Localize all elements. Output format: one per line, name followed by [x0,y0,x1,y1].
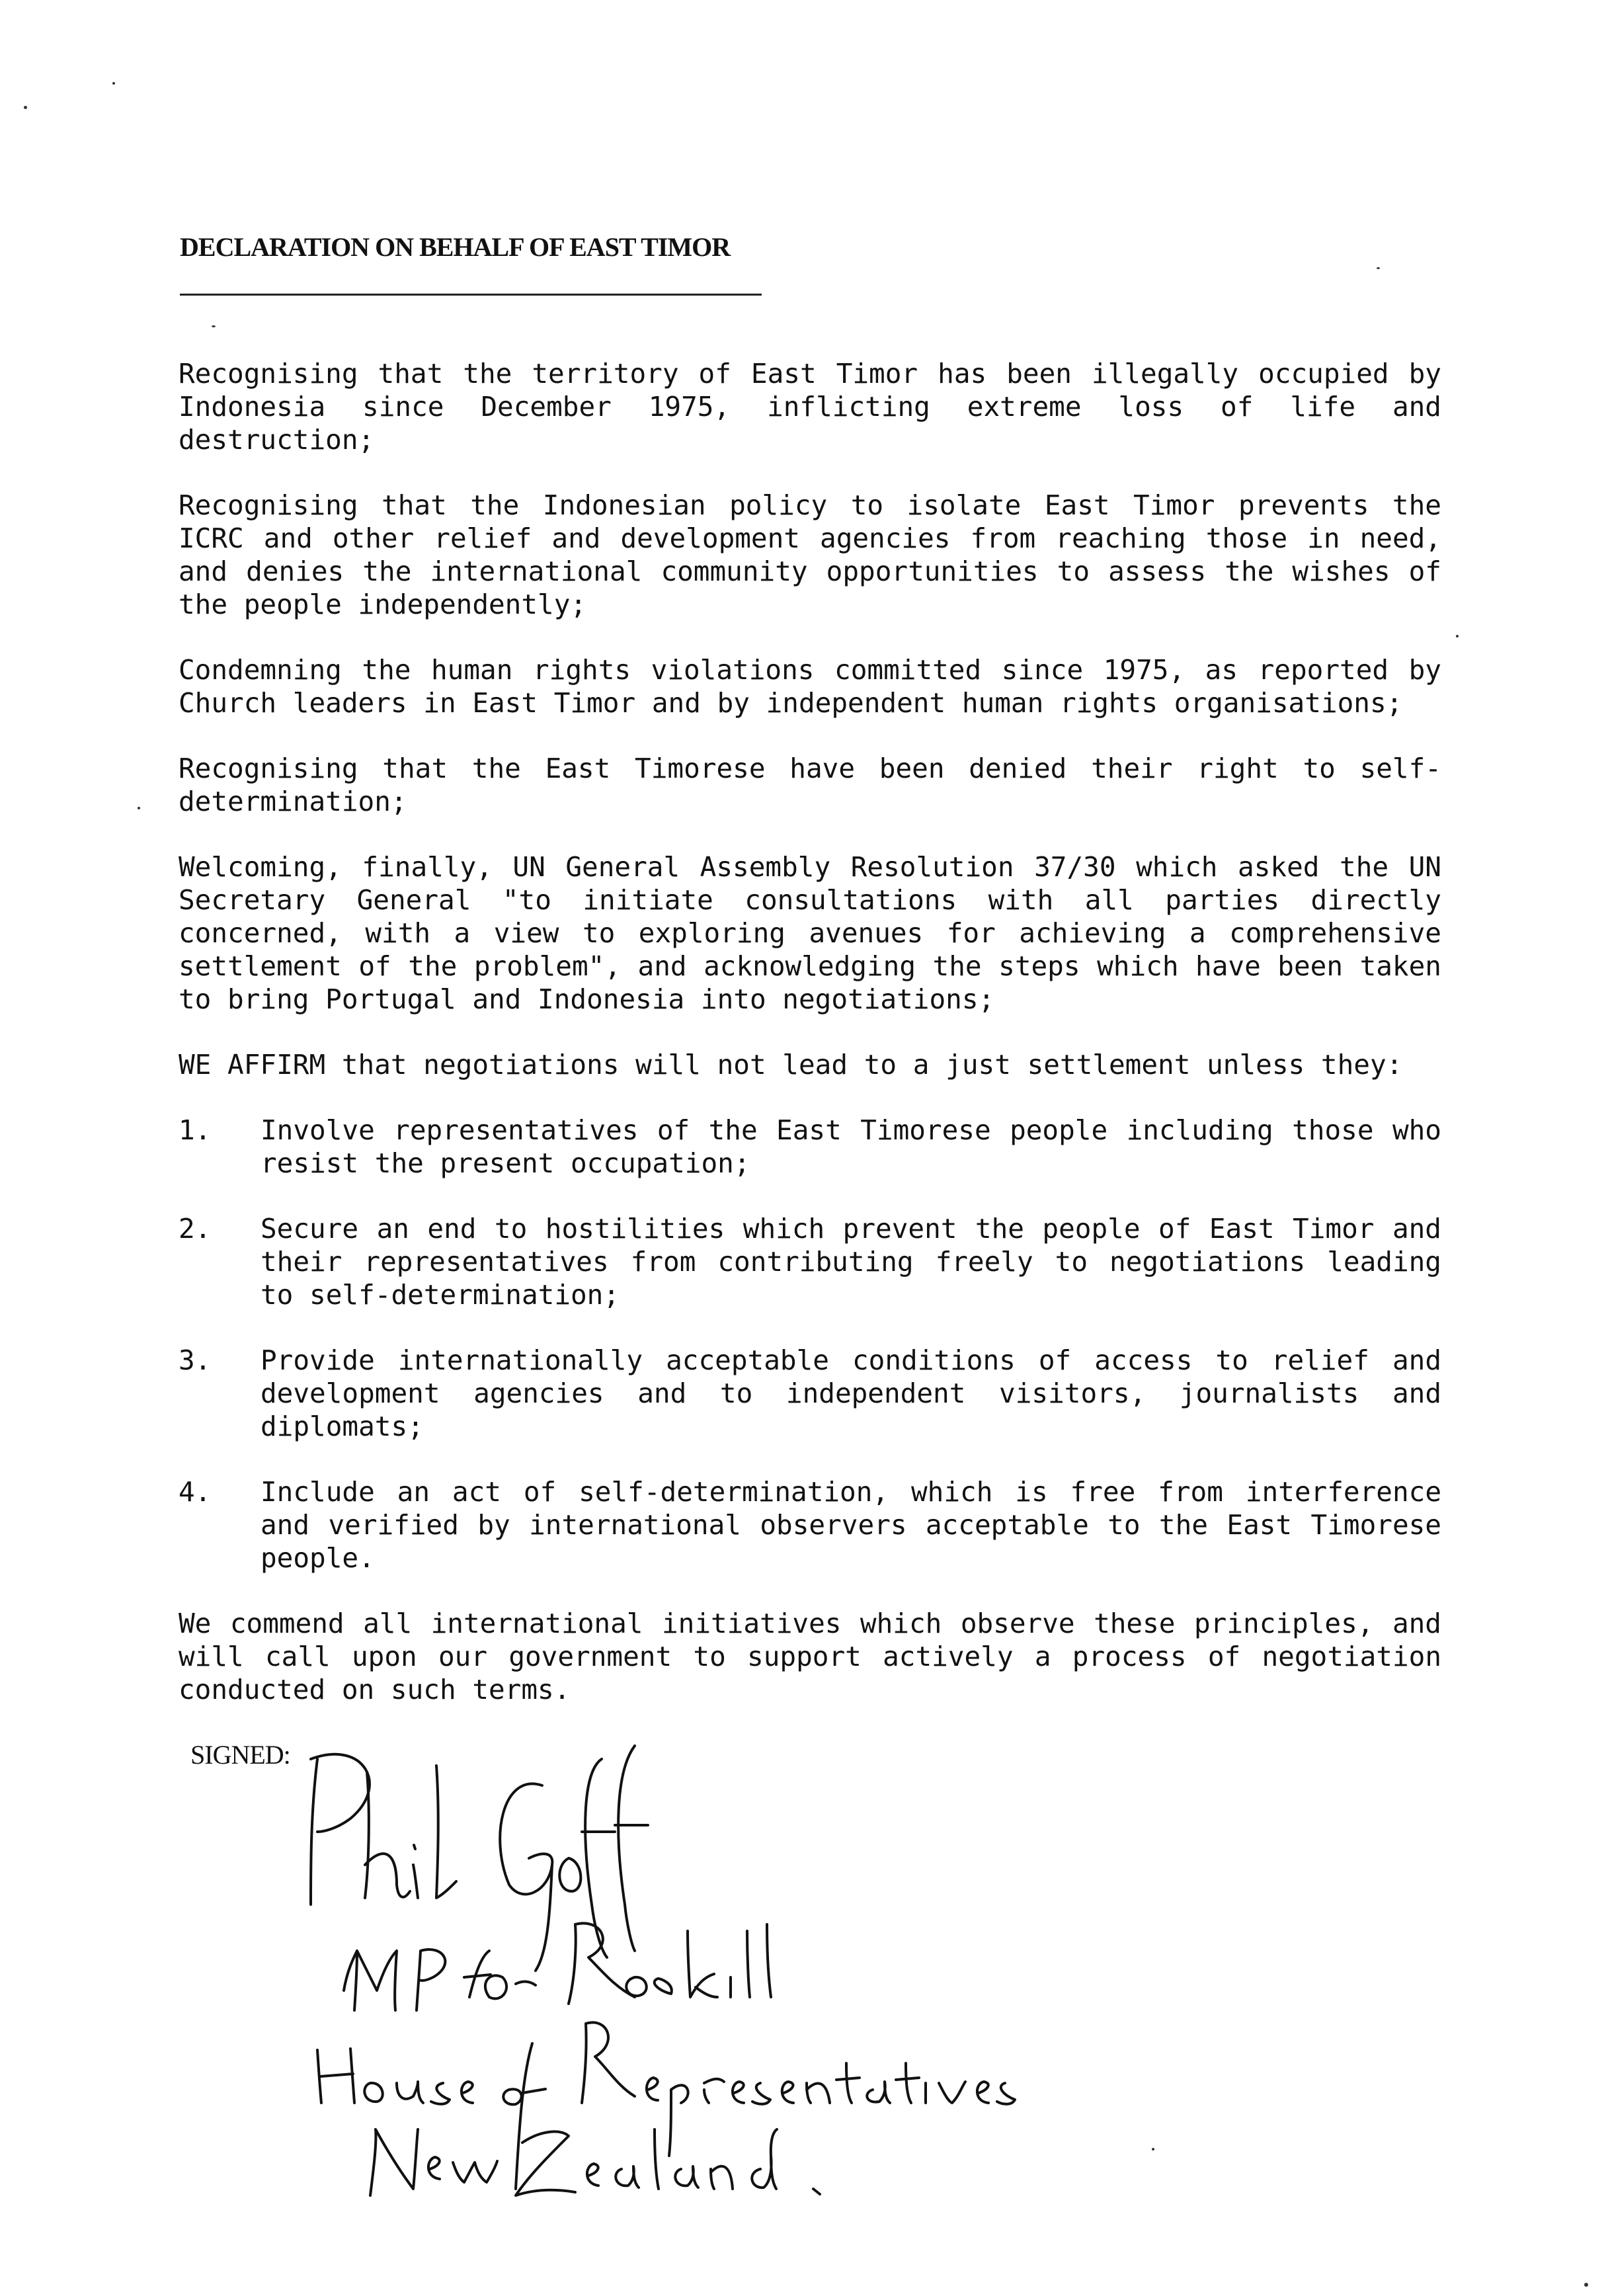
scan-speck [24,106,27,109]
scan-speck [1377,267,1380,269]
paragraph-welcoming-resolution: Welcoming, finally, UN General Assembly Resolution 37/30 which asked the UN Secretary General "to initiate consultations with all parties directly concerned, with a view to exploring avenues for achieving a comprehensive settlement of the problem", and acknowledging the steps which have been taken to bring Portugal and Indonesia into negotiations; [179,851,1441,1015]
condition-item [179,1344,1441,1443]
condition-number: 3. [179,1344,212,1376]
document-title: DECLARATION ON BEHALF OF EAST TIMOR [180,232,731,262]
condition-number: 1. [179,1114,212,1146]
scan-speck [1152,2148,1154,2151]
condition-number: 2. [179,1213,212,1245]
condition-item [179,1114,1441,1180]
scan-speck [1584,2283,1588,2287]
paragraph-recognising-occupation: Recognising that the territory of East Timor has been illegally occupied by Indonesia since December 1975, inflicting extreme loss of life and destruction; [179,358,1441,456]
condition-text: Secure an end to hostilities which prevent the people of East Timor and their representatives from contributing freely to negotiations leading to self-determination; [261,1213,1441,1311]
handwritten-signature [291,1733,1045,2209]
paragraph-self-determination: Recognising that the East Timorese have been denied their right to self-determination; [179,753,1441,817]
condition-text: Involve representatives of the East Timorese people including those who resist the present occupation; [261,1114,1441,1179]
condition-item [179,1475,1441,1575]
document-body [179,357,1441,1739]
paragraph-we-affirm: WE AFFIRM that negotiations will not lead to a just settlement unless they: [179,1049,1403,1081]
condition-number: 4. [179,1476,212,1508]
condition-text: Provide internationally acceptable conditions of access to relief and development agencies and to independent visitors, journalists and diplomats; [261,1344,1441,1442]
condition-text: Include an act of self-determination, which is free from interference and verified by international observers acceptable to the East Timorese people. [261,1476,1441,1574]
signed-label: SIGNED: [190,1740,290,1770]
paragraph-closing: We commend all international initiatives which observe these principles, and will call upon our government to support actively a process of negotiation conducted on such terms. [179,1608,1441,1705]
scan-speck [138,807,140,809]
scan-speck [212,325,216,327]
paragraph-condemning-violations: Condemning the human rights violations committed since 1975, as reported by Church leaders in East Timor and by independent human rights organisations; [179,654,1441,719]
scan-speck [112,82,115,85]
title-underline [180,294,762,296]
paragraph-recognising-isolation: Recognising that the Indonesian policy to isolate East Timor prevents the ICRC and other relief and development agencies from reaching those in need, and denies the international community opportunities to assess the wishes of the people independently; [179,489,1441,620]
scan-speck [1456,635,1459,637]
condition-item [179,1212,1441,1311]
